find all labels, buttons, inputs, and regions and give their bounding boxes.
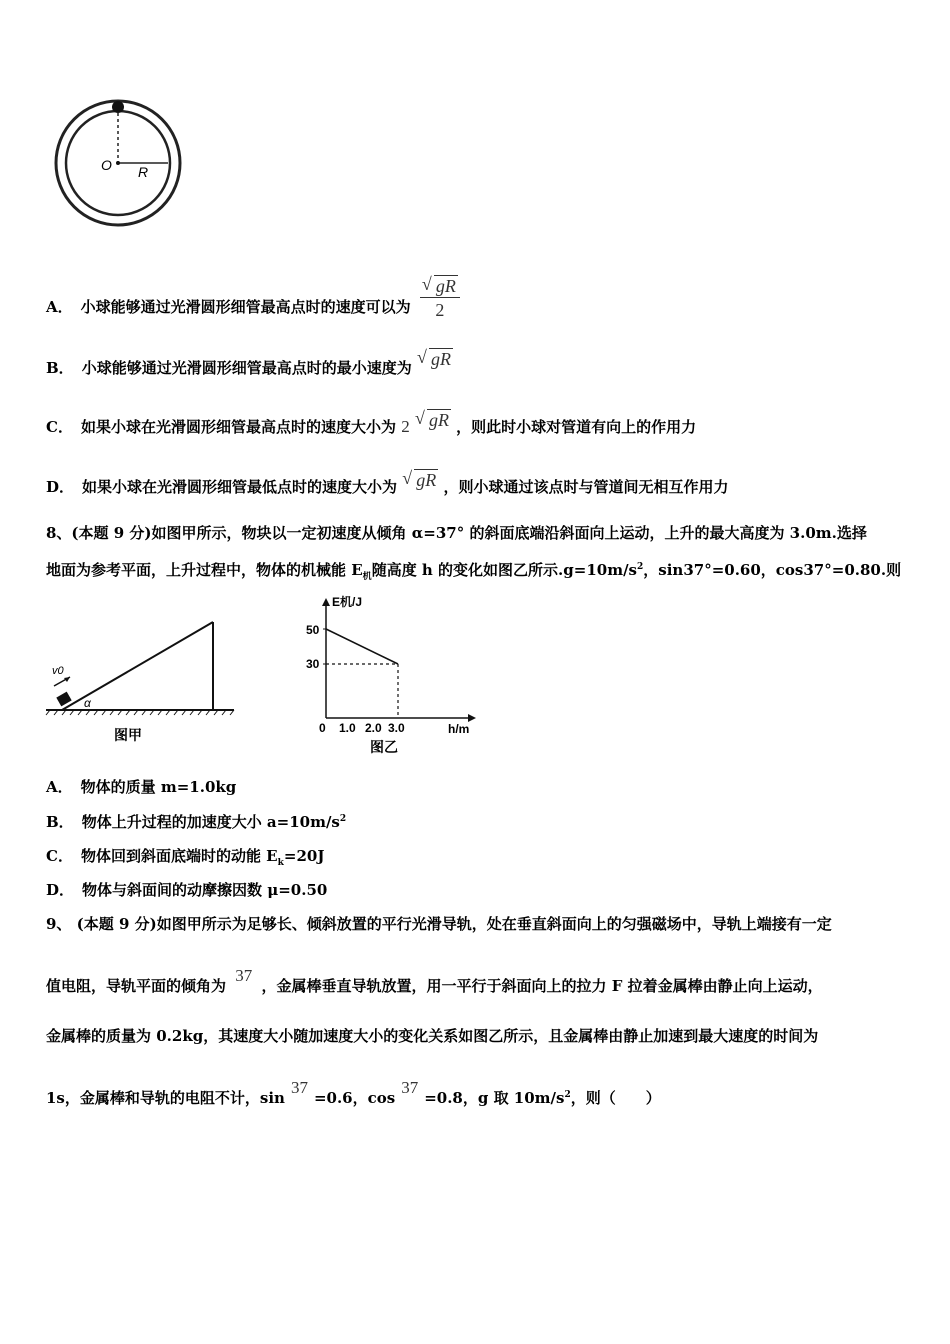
formula-sqrt-gR-low: √ gR xyxy=(402,468,437,490)
cos-angle-37: 37 xyxy=(401,1078,419,1097)
formula-sqrt-gR-over-2: √ gR 2 xyxy=(420,276,460,320)
caption-yi: 图乙 xyxy=(370,739,398,755)
caption-jia: 图甲 xyxy=(114,727,142,743)
block xyxy=(56,692,71,707)
q8-option-a: A． 物体的质量 m=1.0kg xyxy=(46,778,237,796)
q7-option-b: B． 小球能够通过光滑圆形细管最高点时的最小速度为 √ gR xyxy=(46,347,451,377)
q7-option-d: D． 如果小球在光滑圆形细管最低点时的速度大小为 √ gR ，则小球通过该点时与管道间无相互作用力 xyxy=(46,468,729,496)
figure-yi-chart xyxy=(300,590,490,760)
y-tick-30: 30 xyxy=(306,657,320,671)
q9-stem-line4: 1s，金属棒和导轨的电阻不计，sin37=0.6，cos37=0.8，g 取 $10m/s^2$，则（ ） xyxy=(46,1078,661,1107)
q8-stem-line2: 地面为参考平面，上升过程中，物体的机械能 $E_机$随高度 h 的变化如图乙所示$.g=10m/s^2$，sin37°=0.60，cos37°=0.80.则 xyxy=(46,561,902,582)
v0-label: v0 xyxy=(52,665,64,677)
formula-sqrt-gR: √ gR xyxy=(416,347,451,369)
y-tick-50: 50 xyxy=(306,623,320,637)
energy-line xyxy=(326,629,398,664)
q9-stem-line3: 金属棒的质量为 0.2kg，其速度大小随加速度大小的变化关系如图乙所示，且金属棒由静止加速到最大速度的时间为 xyxy=(46,1027,819,1045)
circular-tube-figure xyxy=(40,95,190,235)
y-axis-arrow xyxy=(322,598,330,606)
formula-2-sqrt-gR: √ gR xyxy=(414,408,449,430)
angle-37: 37 xyxy=(235,966,253,985)
ball xyxy=(112,101,124,113)
q7-option-c: C． 如果小球在光滑圆形细管最高点时的速度大小为 2 √ gR ，则此时小球对管道有向上的作用力 xyxy=(46,408,697,436)
center-dot xyxy=(116,161,120,165)
q7-option-a: A． 小球能够通过光滑圆形细管最高点时的速度可以为 √ gR 2 xyxy=(46,286,460,330)
y-axis-label: E机/J xyxy=(332,595,363,609)
q8-option-c: C． 物体回到斜面底端时的动能 $E_k=20J$ xyxy=(46,847,325,868)
alpha-label: α xyxy=(84,696,91,710)
x-axis-label: h/m xyxy=(448,722,470,736)
q8-option-d: D． 物体与斜面间的动摩擦因数 μ=0.50 xyxy=(46,881,328,899)
center-label: O xyxy=(101,157,112,173)
q8-stem-line1: 8、(本题 9 分)如图甲所示，物块以一定初速度从倾角 α=37° 的斜面底端沿斜面向上运动，上升的最大高度为 3.0m.选择 xyxy=(46,524,867,542)
x-tick-0: 0 xyxy=(319,721,326,735)
x-axis-arrow xyxy=(468,714,476,722)
q8-option-b: B． 物体上升过程的加速度大小 $a=10m/s^2$ xyxy=(46,813,347,831)
sin-angle-37: 37 xyxy=(290,1078,308,1097)
q9-stem-line2: 值电阻，导轨平面的倾角为 37 ，金属棒垂直导轨放置，用一平行于斜面向上的拉力 F 拉着金属棒由静止向上运动， xyxy=(46,966,823,995)
figure-jia-incline xyxy=(44,612,244,752)
x-tick-3: 3.0 xyxy=(388,721,405,735)
q9-stem-line1: 9、 (本题 9 分)如图甲所示为足够长、倾斜放置的平行光滑导轨，处在垂直斜面向上的匀强磁场中，导轨上端接有一定 xyxy=(46,915,832,933)
x-tick-2: 2.0 xyxy=(365,721,382,735)
x-tick-1: 1.0 xyxy=(339,721,356,735)
radius-label: R xyxy=(138,164,149,180)
